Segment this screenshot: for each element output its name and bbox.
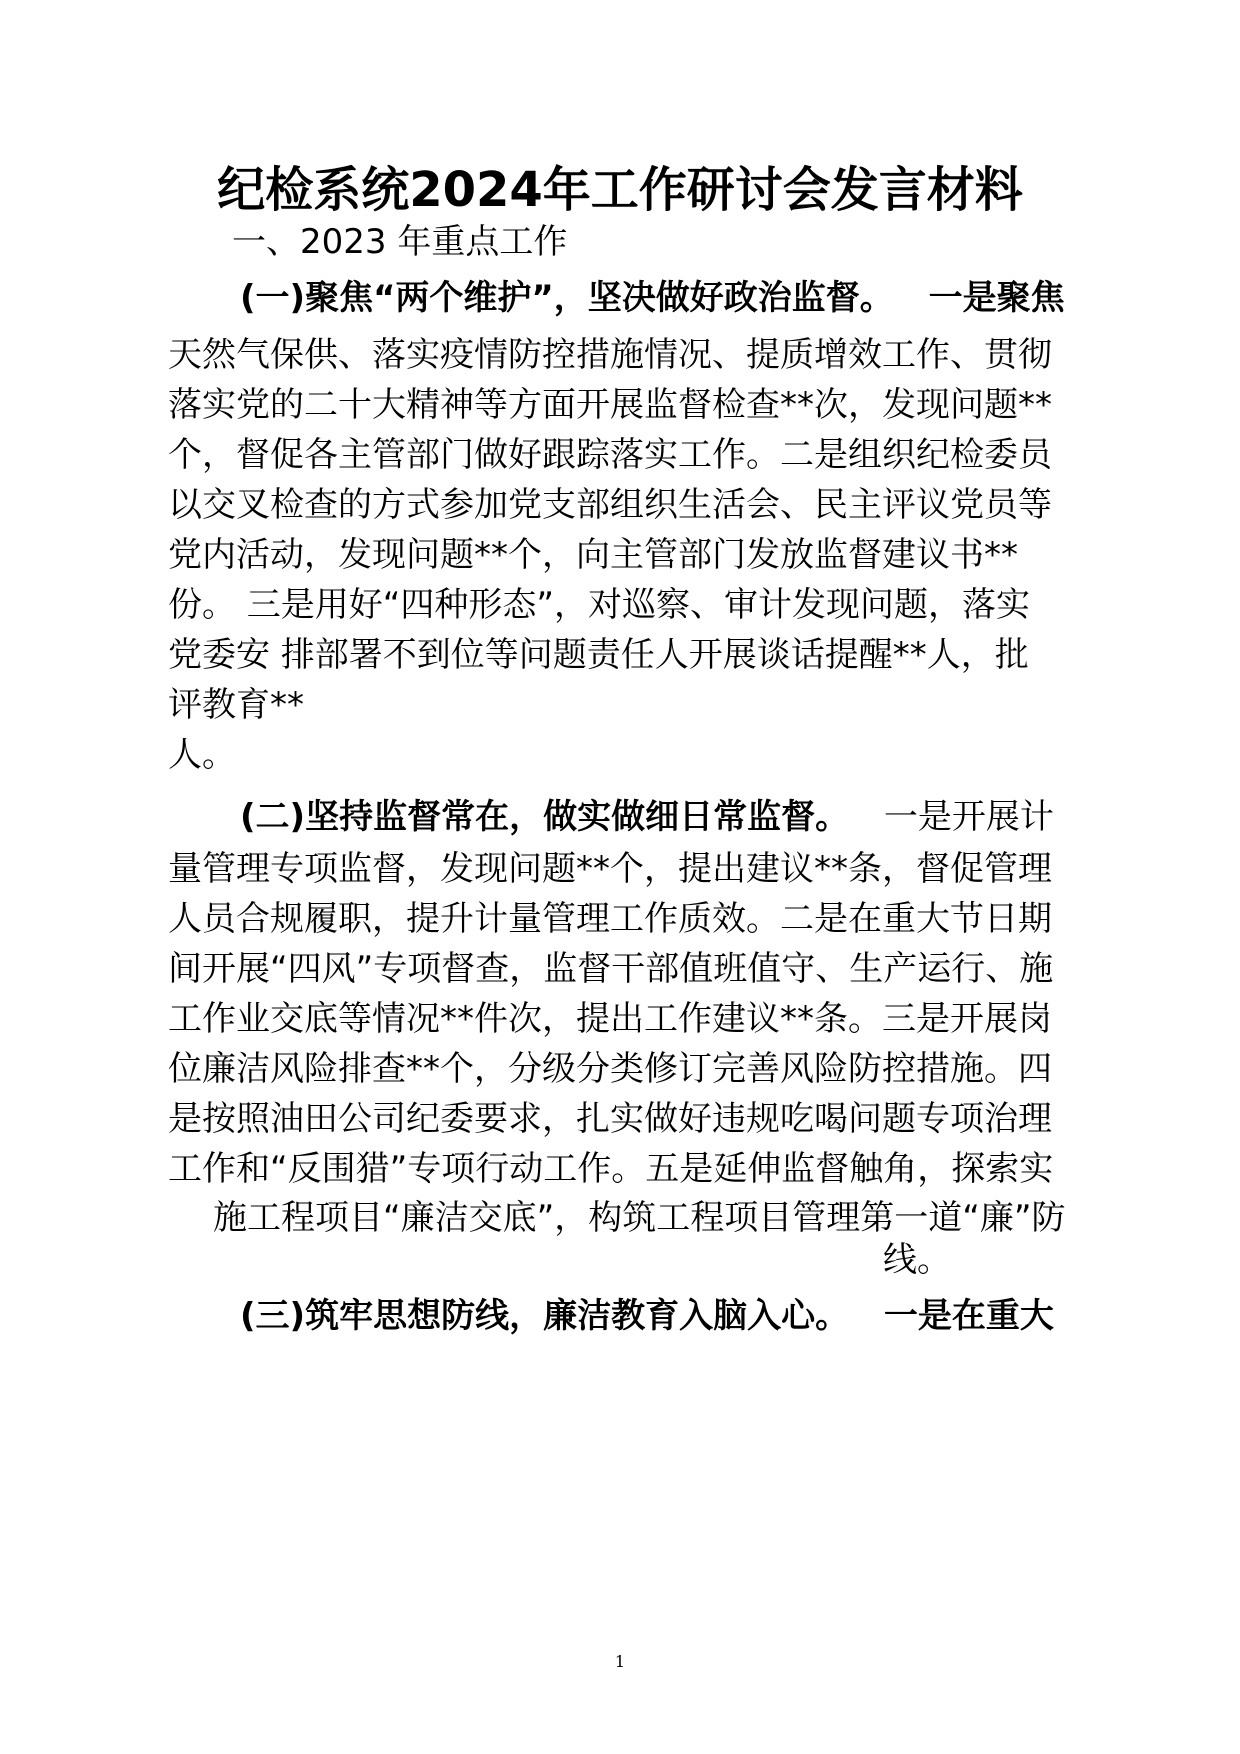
document-title: 纪检系统2024年工作研讨会发言材料 bbox=[217, 162, 1023, 218]
para1-heading: (一)聚焦“两个维护”，坚决做好政治监督。 bbox=[240, 278, 894, 318]
para1-line: 份。 三是用好“四种形态”，对巡察、审计发现问题，落实 bbox=[168, 585, 1031, 625]
para1-line: 天然气保供、落实疫情防控措施情况、提质增效工作、贯彻 bbox=[168, 335, 1052, 375]
para1-line: 党委安 排部署不到位等问题责任人开展谈话提醒**人，批 bbox=[168, 635, 1029, 675]
para3-lead: 一是在重大 bbox=[883, 1296, 1054, 1336]
para2-first-line bbox=[240, 797, 1054, 837]
para2-line: 间开展“四风”专项督查，监督干部值班值守、生产运行、施 bbox=[168, 949, 1054, 989]
para1-lead: 一是聚焦 bbox=[928, 278, 1065, 318]
para1-line: 以交叉检查的方式参加党支部组织生活会、民主评议党员等 bbox=[168, 485, 1052, 525]
para2-line: 工作业交底等情况**件次，提出工作建议**条。三是开展岗 bbox=[168, 999, 1052, 1039]
para2-line: 位廉洁风险排查**个，分级分类修订完善风险防控措施。四 bbox=[168, 1049, 1052, 1089]
para1-line: 人。 bbox=[168, 735, 236, 775]
para2-line: 线。 bbox=[883, 1240, 951, 1280]
page-number: 1 bbox=[614, 1652, 626, 1671]
para2-line: 人员合规履职，提升计量管理工作质效。二是在重大节日期 bbox=[168, 899, 1052, 939]
para3-first-line bbox=[240, 1296, 1054, 1336]
para2-heading: (二)坚持监督常在，做实做细日常监督。 bbox=[240, 797, 850, 837]
para3-heading: (三)筑牢思想防线，廉洁教育入脑入心。 bbox=[240, 1296, 850, 1336]
section-heading: 一、2023 年重点工作 bbox=[232, 222, 568, 262]
para2-line: 是按照油田公司纪委要求，扎实做好违规吃喝问题专项治理 bbox=[168, 1099, 1052, 1139]
para1-first-line bbox=[240, 278, 1065, 318]
para1-line: 党内活动，发现问题**个，向主管部门发放监督建议书** bbox=[168, 535, 1018, 575]
para2-line: 施工程项目“廉洁交底”，构筑工程项目管理第一道“廉”防 bbox=[213, 1198, 1066, 1238]
para1-line: 落实党的二十大精神等方面开展监督检查**次，发现问题** bbox=[168, 385, 1052, 425]
para1-line: 个，督促各主管部门做好跟踪落实工作。二是组织纪检委员 bbox=[168, 435, 1052, 475]
para2-line: 量管理专项监督，发现问题**个，提出建议**条，督促管理 bbox=[168, 849, 1052, 889]
para2-lead: 一是开展计 bbox=[883, 797, 1054, 837]
para1-line: 评教育** bbox=[168, 685, 304, 725]
para2-line: 工作和“反围猎”专项行动工作。五是延伸监督触角，探索实 bbox=[168, 1149, 1054, 1189]
